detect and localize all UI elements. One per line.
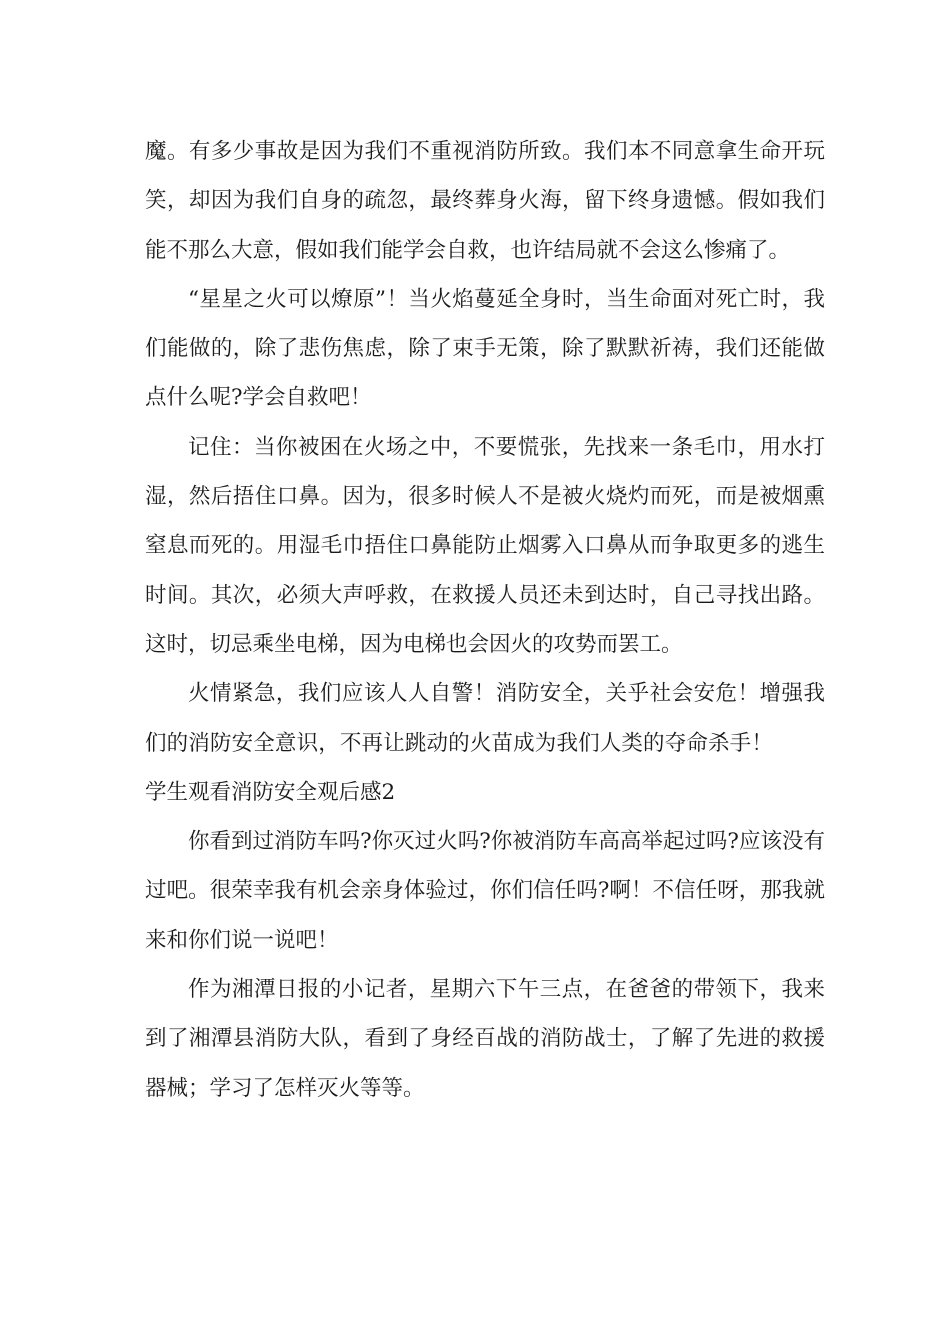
paragraph-4-text: 火情紧急，我们应该人人自警！消防安全，关乎社会安危！增强我们的消防安全意识，不再让跳动的火苗成为我们人类的夺命杀手！	[145, 681, 825, 756]
paragraph-2: “星星之火可以燎原”！当火焰蔓延全身时，当生命面对死亡时，我们能做的，除了悲伤焦虑，除了束手无策，除了默默祈祷，我们还能做点什么呢?学会自救吧！	[145, 286, 825, 411]
paragraph-6: 作为湘潭日报的小记者，星期六下午三点，在爸爸的带领下，我来到了湘潭县消防大队，看到了身经百战的消防战士，了解了先进的救援器械；学习了怎样灭火等等。	[145, 977, 825, 1101]
section-heading: 学生观看消防安全观后感2	[145, 779, 396, 805]
paragraph-4	[145, 669, 825, 817]
document-body	[145, 127, 825, 1113]
paragraph-5: 你看到过消防车吗?你灭过火吗?你被消防车高高举起过吗?应该没有过吧。很荣幸我有机会亲身体验过，你们信任吗?啊！不信任呀，那我就来和你们说一说吧！	[145, 829, 825, 953]
paragraph-3: 记住：当你被困在火场之中，不要慌张，先找来一条毛巾，用水打湿，然后捂住口鼻。因为，很多时候人不是被火烧灼而死，而是被烟熏窒息而死的。用湿毛巾捂住口鼻能防止烟雾入口鼻从而争取更多的逃生时间。其次，必须大声呼救，在救援人员还未到达时，自己寻找出路。这时，切忌乘坐电梯，因为电梯也会因火的攻势而罢工。	[145, 434, 825, 657]
paragraph-1: 魔。有多少事故是因为我们不重视消防所致。我们本不同意拿生命开玩笑，却因为我们自身的疏忽，最终葬身火海，留下终身遗憾。假如我们能不那么大意，假如我们能学会自救，也许结局就不会这么惨痛了。	[145, 139, 825, 263]
